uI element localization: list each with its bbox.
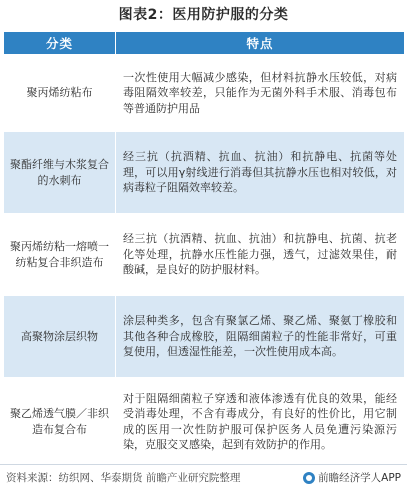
header-category: 分类 (4, 32, 116, 55)
header-feature: 特点 (116, 32, 405, 55)
brand-label: 前瞻经济学人APP (318, 472, 401, 484)
category-cell: 聚乙烯透气膜／非织造布复合布 (4, 378, 116, 466)
footer (0, 464, 407, 490)
table-row (4, 132, 405, 214)
table-row (4, 214, 405, 296)
table-header-row (4, 32, 405, 55)
table-row (4, 296, 405, 378)
category-cell: 聚酯纤维与木浆复合的水刺布 (4, 132, 116, 214)
feature-cell: 涂层种类多，包含有聚氯乙烯、聚乙烯、聚氨丁橡胶和其他各种合成橡胶，阻隔细菌粒子的性能非常好，可重复使用，但透湿性能差，一次性使用成本高。 (116, 296, 405, 378)
page-title: 图表2：医用防护服的分类 (118, 7, 289, 23)
feature-cell: 经三抗（抗酒精、抗血、抗油）和抗静电、抗菌等处理，可以用γ射线进行消毒但其抗静水压也相对较低，对病毒粒子阻隔效率较差。 (116, 132, 405, 214)
feature-cell: 一次性使用大幅减少感染，但材料抗静水压较低，对病毒阻隔效率较差，只能作为无菌外科手术服、消毒包布等普通防护用品 (116, 55, 405, 132)
feature-cell: 经三抗（抗酒精、抗血、抗油）和抗静电、抗菌、抗老化等处理，抗静水压性能力强，透气，过滤效果佳，耐酸碱，是良好的防护服材料。 (116, 214, 405, 296)
feature-cell: 对于阻隔细菌粒子穿透和液体渗透有优良的效果，能经受消毒处理，不含有毒成分，有良好的性价比，用它制成的医用一次性防护服可保护医务人员免遭污染源污染，克服交叉感染，起到有效防护的作用。 (116, 378, 405, 466)
category-cell: 聚丙烯纺粘布 (4, 55, 116, 132)
category-cell: 高聚物涂层织物 (4, 296, 116, 378)
table-row (4, 55, 405, 132)
category-cell: 聚丙烯纺粘一熔喷一纺粘复合非织造布 (4, 214, 116, 296)
qianzhan-logo-icon (303, 472, 315, 484)
table-row (4, 378, 405, 466)
classification-table (3, 31, 405, 466)
brand (303, 470, 401, 485)
source-note: 资料来源：纺织网、华泰期货 前瞻产业研究院整理 (6, 472, 241, 484)
